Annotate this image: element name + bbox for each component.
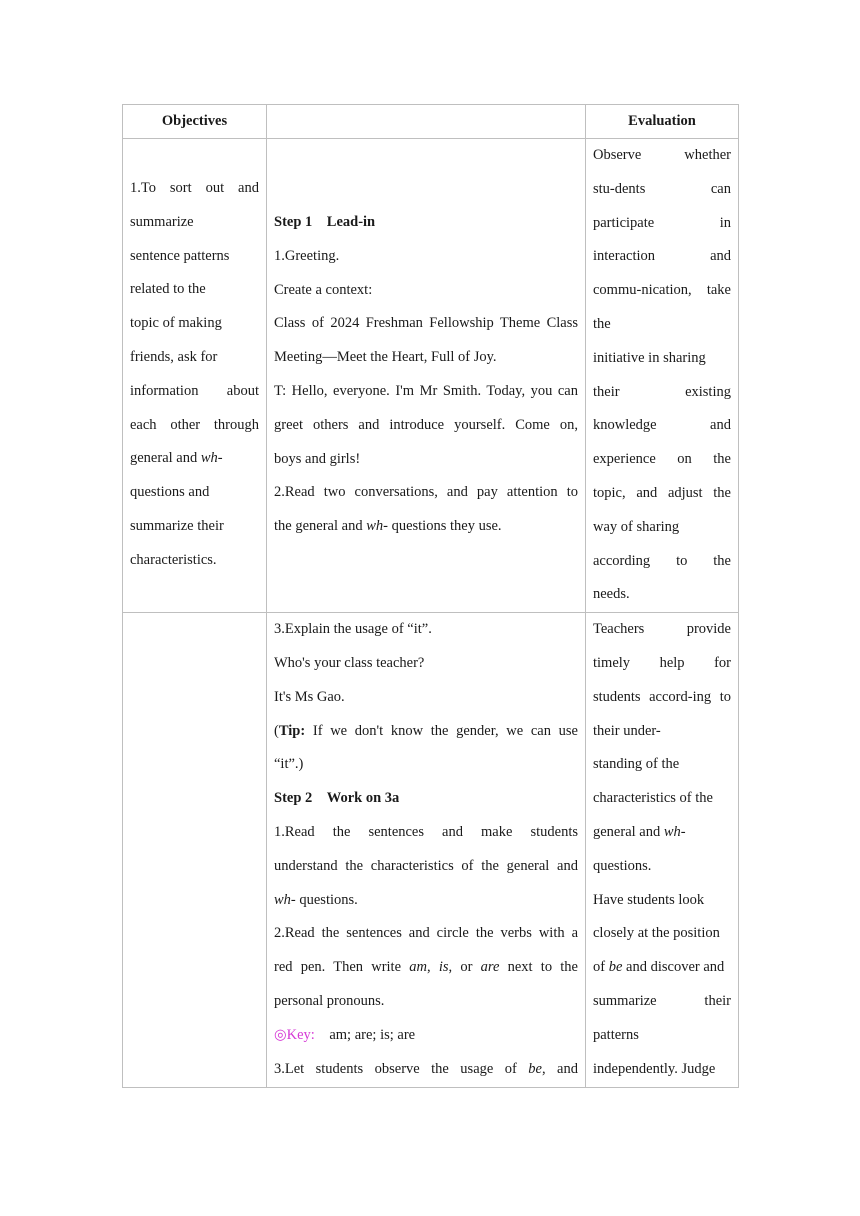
activity-text: , and bbox=[541, 1060, 578, 1077]
evaluation-line: interaction and bbox=[593, 248, 731, 265]
activity-line bbox=[274, 715, 578, 749]
activity-line: 3.Explain the usage of “it”. bbox=[274, 621, 432, 638]
activity-line: Create a context: bbox=[274, 281, 373, 298]
evaluation-line: commu-nication, take bbox=[593, 282, 731, 299]
activity-line bbox=[274, 884, 578, 918]
evaluation-line bbox=[593, 816, 731, 850]
activity-line: understand the characteristics of the general and bbox=[274, 857, 578, 874]
key-line bbox=[274, 1019, 578, 1053]
evaluation-line: according to the bbox=[593, 552, 731, 569]
activity-italic: wh bbox=[366, 518, 384, 535]
activity-text: - questions they use. bbox=[383, 518, 502, 535]
evaluation-text: of bbox=[593, 959, 609, 976]
evaluation-line: Have students look bbox=[593, 891, 705, 908]
evaluation-italic: be bbox=[608, 959, 623, 976]
objective-text: - bbox=[217, 450, 223, 467]
activity-line: personal pronouns. bbox=[274, 992, 385, 1009]
evaluation-line: experience on the bbox=[593, 451, 731, 468]
evaluation-line: knowledge and bbox=[593, 417, 731, 434]
evaluation-line: closely at the position bbox=[593, 925, 720, 942]
evaluation-line: topic, and adjust the bbox=[593, 484, 731, 501]
activity-line bbox=[274, 951, 578, 985]
activity-italic: be bbox=[528, 1060, 542, 1077]
activities-cell bbox=[267, 613, 586, 1088]
table-row bbox=[123, 139, 739, 613]
evaluation-line: patterns bbox=[593, 1026, 639, 1043]
activity-line: Meeting—Meet the Heart, Full of Joy. bbox=[274, 349, 497, 366]
objective-line: each other through bbox=[130, 416, 259, 433]
activity-line: 2.Read two conversations, and pay attention to bbox=[274, 484, 578, 501]
activity-line bbox=[274, 510, 578, 544]
activity-italic: am bbox=[409, 959, 427, 976]
evaluation-line: their under- bbox=[593, 722, 661, 739]
evaluation-line: participate in bbox=[593, 214, 731, 231]
evaluation-line: timely help for bbox=[593, 654, 731, 671]
step-1-heading: Step 1 Lead-in bbox=[274, 214, 376, 230]
key-value: am; are; is; are bbox=[314, 1026, 416, 1043]
activity-line: 2.Read the sentences and circle the verbs with a bbox=[274, 925, 578, 942]
objective-line: summarize bbox=[130, 213, 194, 230]
objective-line: 1.To sort out and bbox=[130, 180, 259, 196]
evaluation-line: needs. bbox=[593, 586, 630, 603]
evaluation-cell bbox=[586, 139, 739, 613]
activity-line: greet others and introduce yourself. Come on, bbox=[274, 416, 578, 433]
activity-italic: wh bbox=[274, 891, 291, 908]
objective-line: information about bbox=[130, 382, 259, 399]
evaluation-line: summarize their bbox=[593, 992, 731, 1009]
activity-text: , or bbox=[448, 959, 481, 976]
activity-text: , bbox=[426, 959, 439, 976]
evaluation-text: and discover and bbox=[622, 959, 725, 976]
evaluation-line: characteristics of the bbox=[593, 790, 713, 807]
activity-text: the general and bbox=[274, 518, 367, 535]
activity-text: 3.Let students observe the usage of bbox=[274, 1060, 529, 1077]
objective-line: topic of making bbox=[130, 315, 222, 332]
objective-italic: wh bbox=[200, 450, 218, 467]
lesson-plan-table bbox=[122, 104, 739, 1088]
activity-line: T: Hello, everyone. I'm Mr Smith. Today, you can bbox=[274, 382, 578, 399]
objectives-cell-empty bbox=[123, 613, 267, 1088]
activity-italic: are bbox=[480, 959, 500, 976]
evaluation-text: - bbox=[680, 823, 686, 840]
objective-line: related to the bbox=[130, 281, 206, 298]
key-label: ◎Key: bbox=[274, 1026, 315, 1043]
evaluation-line: the bbox=[593, 315, 611, 332]
evaluation-line: standing of the bbox=[593, 756, 680, 773]
activity-line: Class of 2024 Freshman Fellowship Theme Class bbox=[274, 315, 578, 332]
activity-line: 1.Read the sentences and make students bbox=[274, 823, 578, 840]
evaluation-line: their existing bbox=[593, 383, 731, 400]
objective-line: questions and bbox=[130, 484, 210, 501]
activities-cell bbox=[267, 139, 586, 613]
activity-text: next to the bbox=[499, 959, 578, 976]
activity-line: Who's your class teacher? bbox=[274, 654, 425, 671]
objective-line: sentence patterns bbox=[130, 247, 230, 264]
evaluation-line: way of sharing bbox=[593, 518, 680, 535]
evaluation-line bbox=[593, 951, 731, 985]
objectives-cell bbox=[123, 139, 267, 613]
activity-italic: is bbox=[438, 959, 449, 976]
table-row bbox=[123, 613, 739, 1088]
tip-text: If we don't know the gender, we can use bbox=[305, 722, 578, 739]
step-2-heading: Step 2 Work on 3a bbox=[274, 790, 400, 807]
tip-label: Tip: bbox=[278, 722, 306, 739]
objective-line: summarize their bbox=[130, 517, 224, 534]
evaluation-italic: wh bbox=[663, 823, 681, 840]
evaluation-line: Observe whether bbox=[593, 147, 731, 163]
activity-text: - questions. bbox=[290, 891, 358, 908]
table-header-row bbox=[123, 105, 739, 139]
evaluation-line: Teachers provide bbox=[593, 621, 731, 638]
activity-text: red pen. Then write bbox=[274, 959, 410, 976]
activity-line: 1.Greeting. bbox=[274, 247, 340, 264]
objective-text: general and bbox=[130, 450, 201, 467]
objective-line bbox=[130, 442, 259, 476]
activity-line bbox=[274, 1053, 578, 1087]
activity-line: “it”.) bbox=[274, 756, 304, 773]
header-evaluation: Evaluation bbox=[586, 105, 739, 139]
evaluation-line: stu-dents can bbox=[593, 180, 731, 197]
evaluation-line: students accord-ing to bbox=[593, 688, 731, 705]
tip-paren: ( bbox=[274, 722, 279, 739]
objective-line: friends, ask for bbox=[130, 348, 218, 365]
header-activities bbox=[267, 105, 586, 139]
activity-line: It's Ms Gao. bbox=[274, 688, 345, 705]
evaluation-text: general and bbox=[593, 823, 664, 840]
objective-line: characteristics. bbox=[130, 551, 217, 568]
header-objectives: Objectives bbox=[123, 105, 267, 139]
evaluation-cell bbox=[586, 613, 739, 1088]
evaluation-line: independently. Judge bbox=[593, 1060, 716, 1077]
evaluation-line: questions. bbox=[593, 857, 652, 874]
evaluation-line: initiative in sharing bbox=[593, 349, 706, 366]
activity-line: boys and girls! bbox=[274, 450, 361, 467]
